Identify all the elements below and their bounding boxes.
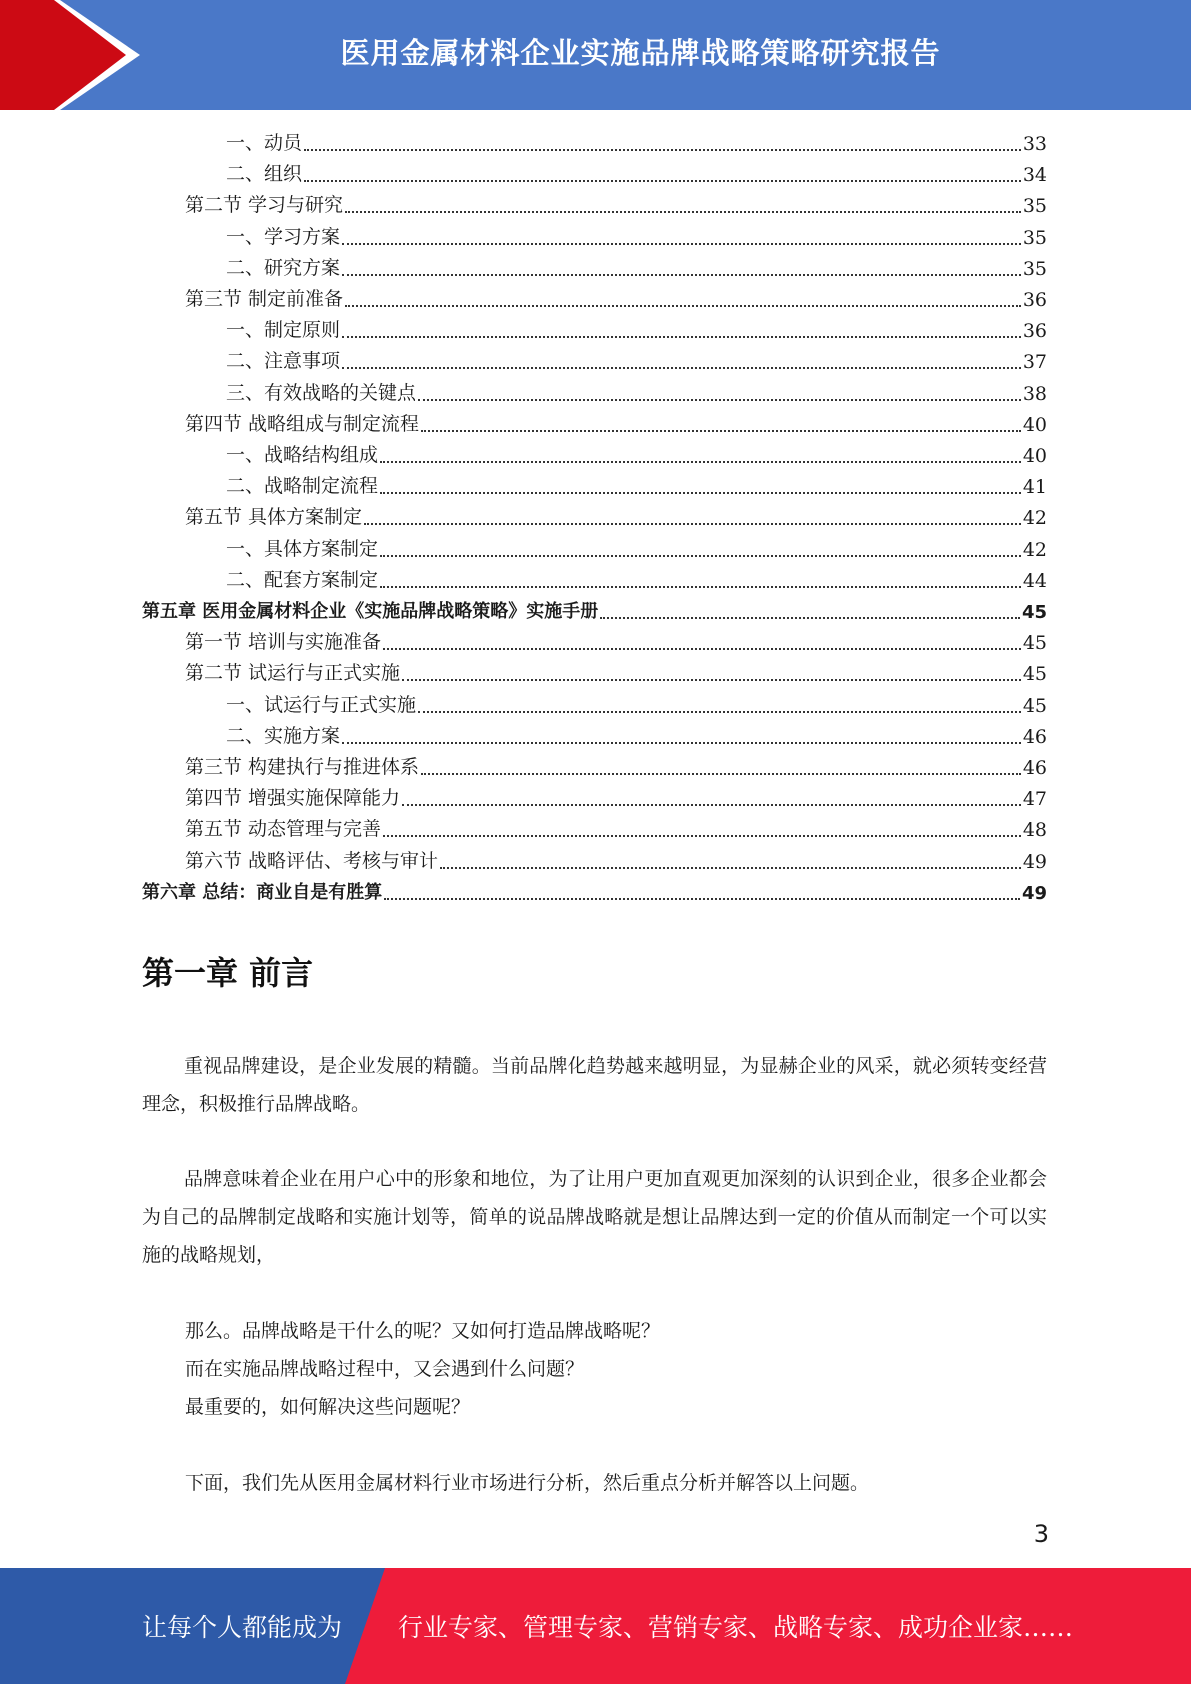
toc-entry-label: 第五章 医用金属材料企业《实施品牌战略策略》实施手册 [142, 601, 599, 622]
toc-entry-page: 40 [1022, 413, 1047, 436]
toc-entry-label: 第六节 战略评估、考核与审计 [185, 849, 439, 872]
toc-entry-page: 45 [1021, 602, 1047, 623]
toc-entry-page: 47 [1022, 788, 1047, 811]
chapter-heading: 第一章 前言 [142, 954, 314, 992]
toc-entry-page: 46 [1022, 725, 1047, 748]
toc-dot-leader [440, 866, 1021, 869]
toc-entry-page: 35 [1022, 226, 1047, 249]
toc-dot-leader [402, 803, 1021, 806]
page-footer [0, 1568, 1191, 1684]
toc-entry-label: 第四节 增强实施保障能力 [185, 787, 401, 810]
toc-entry[interactable] [226, 253, 1047, 284]
toc-dot-leader [342, 273, 1021, 276]
page-number: 3 [1033, 1520, 1049, 1548]
toc-entry-label: 二、研究方案 [226, 256, 341, 279]
toc-dot-leader [342, 335, 1021, 338]
footer-slogan-left: 让每个人都能成为 [142, 1613, 343, 1642]
toc-entry-page: 42 [1022, 507, 1047, 530]
toc-entry[interactable] [226, 721, 1047, 752]
toc-entry-page: 48 [1022, 819, 1047, 842]
toc-dot-leader [383, 834, 1021, 837]
intro-paragraph-2: 品牌意味着企业在用户心中的形象和地位，为了让用户更加直观更加深刻的认识到企业，很多企业都会为自己的品牌制定战略和实施计划等，简单的说品牌战略就是想让品牌达到一定的价值从而制定一个可以实施的战略规划， [142, 1168, 1047, 1266]
toc-dot-leader [421, 772, 1021, 775]
toc-dot-leader [304, 148, 1021, 151]
toc-dot-leader [342, 366, 1021, 369]
toc-entry-page: 49 [1022, 850, 1047, 873]
toc-entry-label: 第五节 具体方案制定 [185, 506, 363, 529]
header-arrow-decoration [0, 0, 140, 110]
toc-entry-label: 第二节 试运行与正式实施 [185, 662, 401, 685]
toc-entry-label: 一、具体方案制定 [226, 537, 379, 560]
toc-entry-page: 42 [1022, 538, 1047, 561]
toc-entry-page: 44 [1022, 569, 1047, 592]
toc-entry[interactable] [185, 190, 1047, 221]
toc-dot-leader [418, 710, 1021, 713]
toc-entry[interactable] [226, 222, 1047, 253]
toc-entry[interactable] [226, 534, 1047, 565]
toc-entry[interactable] [185, 409, 1047, 440]
toc-entry-page: 45 [1022, 694, 1047, 717]
document-title: 医用金属材料企业实施品牌战略策略研究报告 [340, 35, 941, 70]
toc-entry-page: 45 [1022, 663, 1047, 686]
toc-dot-leader [345, 210, 1021, 213]
toc-entry-page: 35 [1022, 257, 1047, 280]
toc-entry-label: 一、学习方案 [226, 225, 341, 248]
toc-entry-label: 二、组织 [226, 163, 303, 186]
toc-dot-leader [421, 429, 1021, 432]
toc-entry-label: 第一节 培训与实施准备 [185, 631, 382, 654]
toc-entry-page: 45 [1022, 632, 1047, 655]
toc-entry[interactable] [226, 346, 1047, 377]
toc-entry-label: 一、制定原则 [226, 319, 341, 342]
toc-entry[interactable] [185, 783, 1047, 814]
toc-dot-leader [600, 616, 1020, 619]
footer-slogan-right: 行业专家、管理专家、营销专家、战略专家、成功企业家…… [398, 1613, 1074, 1642]
toc-entry[interactable] [226, 565, 1047, 596]
toc-entry-page: 46 [1022, 757, 1047, 779]
toc-dot-leader [380, 460, 1021, 463]
toc-entry-label: 一、战略结构组成 [226, 444, 379, 466]
toc-dot-leader [364, 522, 1021, 525]
toc-entry-label: 第五节 动态管理与完善 [185, 818, 382, 841]
toc-entry[interactable] [185, 627, 1047, 658]
toc-entry-page: 38 [1022, 382, 1047, 405]
toc-entry-page: 49 [1021, 882, 1047, 904]
toc-entry-page: 36 [1022, 320, 1047, 343]
toc-entry[interactable] [226, 378, 1047, 409]
toc-entry[interactable] [142, 596, 1047, 627]
toc-dot-leader [380, 585, 1021, 588]
toc-entry[interactable] [185, 752, 1047, 783]
toc-entry-page: 36 [1022, 289, 1047, 311]
toc-dot-leader [402, 678, 1021, 681]
toc-entry-label: 二、战略制定流程 [226, 475, 379, 498]
closing-paragraph: 下面，我们先从医用金属材料行业市场进行分析，然后重点分析并解答以上问题。 [185, 1472, 870, 1494]
toc-entry[interactable] [226, 315, 1047, 346]
toc-entry-label: 第三节 制定前准备 [185, 288, 344, 310]
page-header [0, 0, 1191, 110]
question-line-2: 而在实施品牌战略过程中，又会遇到什么问题？ [185, 1358, 585, 1380]
toc-entry-page: 35 [1022, 195, 1047, 218]
toc-entry-page: 40 [1022, 445, 1047, 467]
toc-entry-page: 34 [1022, 164, 1047, 187]
toc-dot-leader [342, 741, 1021, 744]
intro-paragraph-1: 重视品牌建设，是企业发展的精髓。当前品牌化趋势越来越明显，为显赫企业的风采，就必须转变经营理念，积极推行品牌战略。 [142, 1055, 1047, 1115]
toc-dot-leader [418, 398, 1021, 401]
toc-entry[interactable] [185, 502, 1047, 533]
toc-entry[interactable] [185, 814, 1047, 845]
toc-entry-label: 第三节 构建执行与推进体系 [185, 756, 420, 778]
toc-dot-leader [383, 647, 1021, 650]
toc-entry-label: 二、实施方案 [226, 724, 341, 747]
toc-entry[interactable] [185, 284, 1047, 315]
toc-dot-leader [380, 554, 1021, 557]
toc-entry-label: 第六章 总结：商业自是有胜算 [142, 881, 383, 903]
toc-entry-label: 第二节 学习与研究 [185, 194, 344, 217]
question-line-3: 最重要的，如何解决这些问题呢？ [185, 1396, 471, 1418]
toc-entry[interactable] [226, 159, 1047, 190]
toc-entry[interactable] [226, 128, 1047, 159]
toc-entry[interactable] [226, 440, 1047, 471]
toc-entry[interactable] [226, 690, 1047, 721]
toc-dot-leader [345, 304, 1021, 307]
question-line-1: 那么。品牌战略是干什么的呢？又如何打造品牌战略呢？ [185, 1320, 661, 1342]
toc-dot-leader [380, 491, 1021, 494]
toc-entry[interactable] [185, 846, 1047, 877]
toc-entry[interactable] [226, 471, 1047, 502]
toc-entry[interactable] [142, 877, 1047, 908]
toc-dot-leader [304, 179, 1021, 182]
toc-entry-label: 二、配套方案制定 [226, 568, 379, 591]
toc-entry-page: 41 [1022, 476, 1047, 499]
toc-entry-page: 33 [1022, 133, 1047, 155]
toc-entry-label: 一、试运行与正式实施 [226, 693, 417, 716]
toc-entry-label: 二、注意事项 [226, 350, 341, 373]
toc-entry-label: 第四节 战略组成与制定流程 [185, 412, 420, 435]
toc-dot-leader [384, 897, 1020, 900]
toc-entry-page: 37 [1022, 351, 1047, 374]
toc-entry[interactable] [185, 658, 1047, 689]
toc-dot-leader [342, 242, 1021, 245]
toc-entry-label: 三、有效战略的关键点 [226, 381, 417, 404]
toc-entry-label: 一、动员 [226, 132, 303, 154]
